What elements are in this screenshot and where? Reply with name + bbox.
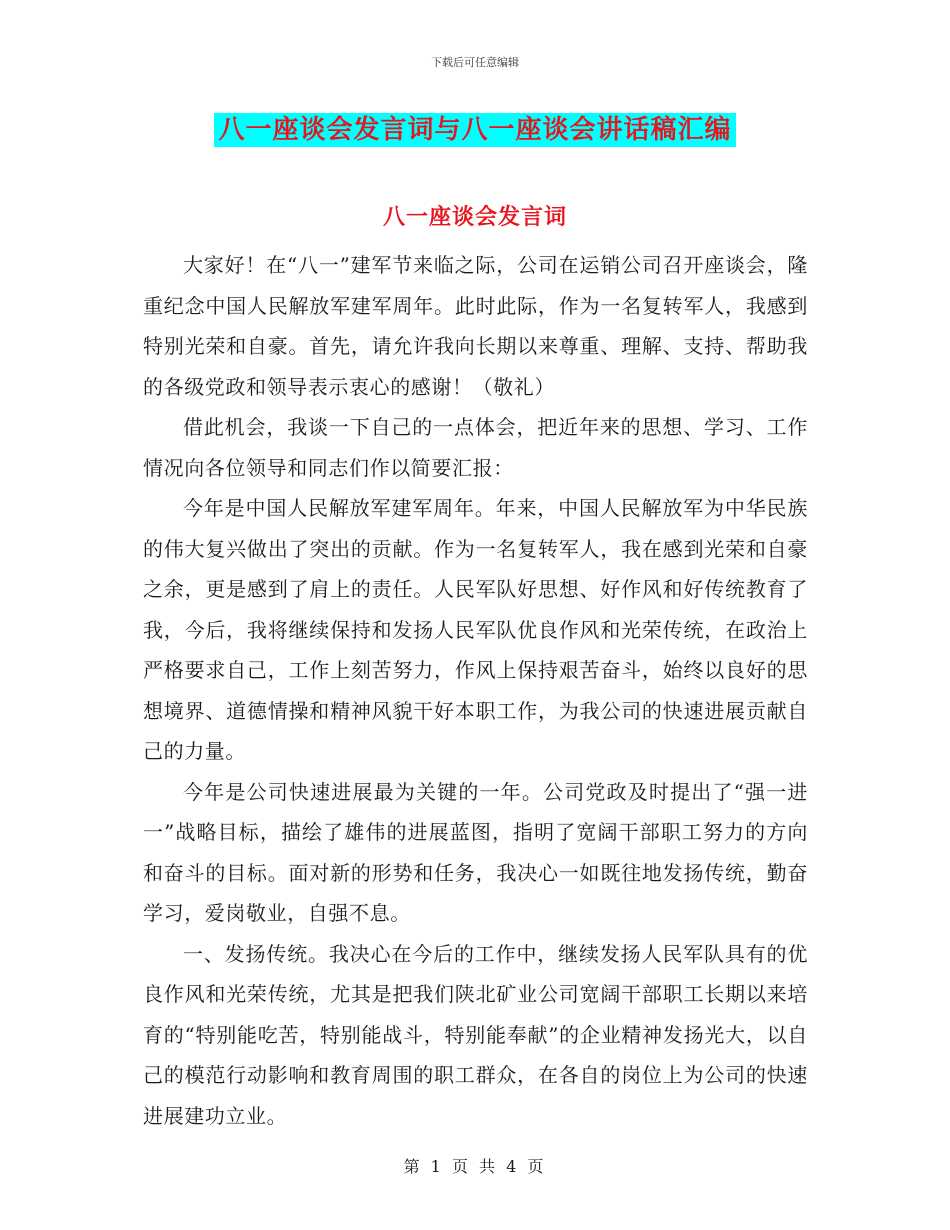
paragraph: 大家好！在“八一”建军节来临之际，公司在运销公司召开座谈会，隆重纪念中国人民解放军建军周年。此时此际，作为一名复转军人，我感到特别光荣和自豪。首先，请允许我向长期以来尊重、理解、支持、帮助我的各级党政和领导表示衷心的感谢！（敬礼） bbox=[143, 253, 808, 399]
document-body bbox=[143, 245, 808, 1136]
document-title-container bbox=[0, 113, 950, 147]
page-header-note: 下载后可任意编辑 bbox=[431, 56, 519, 69]
paragraph: 借此机会，我谈一下自己的一点体会，把近年来的思想、学习、工作情况向各位领导和同志们作以简要汇报： bbox=[143, 415, 808, 480]
page-number-footer: 第 1 页 共 4 页 bbox=[403, 1157, 547, 1176]
section-title: 八一座谈会发言词 bbox=[382, 204, 567, 230]
paragraph: 一、发扬传统。我决心在今后的工作中，继续发扬人民军队具有的优良作风和光荣传统，尤其是把我们陕北矿业公司宽阔干部职工长期以来培育的“特别能吃苦，特别能战斗，特别能奉献”的企业精神发扬光大，以自己的模范行动影响和教育周围的职工群众，在各自的岗位上为公司的快速进展建功立业。 bbox=[143, 941, 808, 1128]
paragraph: 今年是中国人民解放军建军周年。年来，中国人民解放军为中华民族的伟大复兴做出了突出的贡献。作为一名复转军人，我在感到光荣和自豪之余，更是感到了肩上的责任。人民军队好思想、好作风和好传统教育了我，今后，我将继续保持和发扬人民军队优良作风和光荣传统，在政治上严格要求自己，工作上刻苦努力，作风上保持艰苦奋斗，始终以良好的思想境界、道德情操和精神风貌干好本职工作，为我公司的快速进展贡献自己的力量。 bbox=[143, 496, 808, 763]
paragraph: 今年是公司快速进展最为关键的一年。公司党政及时提出了“强一进一”战略目标，描绘了雄伟的进展蓝图，指明了宽阔干部职工努力的方向和奋斗的目标。面对新的形势和任务，我决心一如既往地发扬传统，勤奋学习，爱岗敬业，自强不息。 bbox=[143, 779, 808, 925]
document-title: 八一座谈会发言词与八一座谈会讲话稿汇编 bbox=[214, 113, 735, 147]
